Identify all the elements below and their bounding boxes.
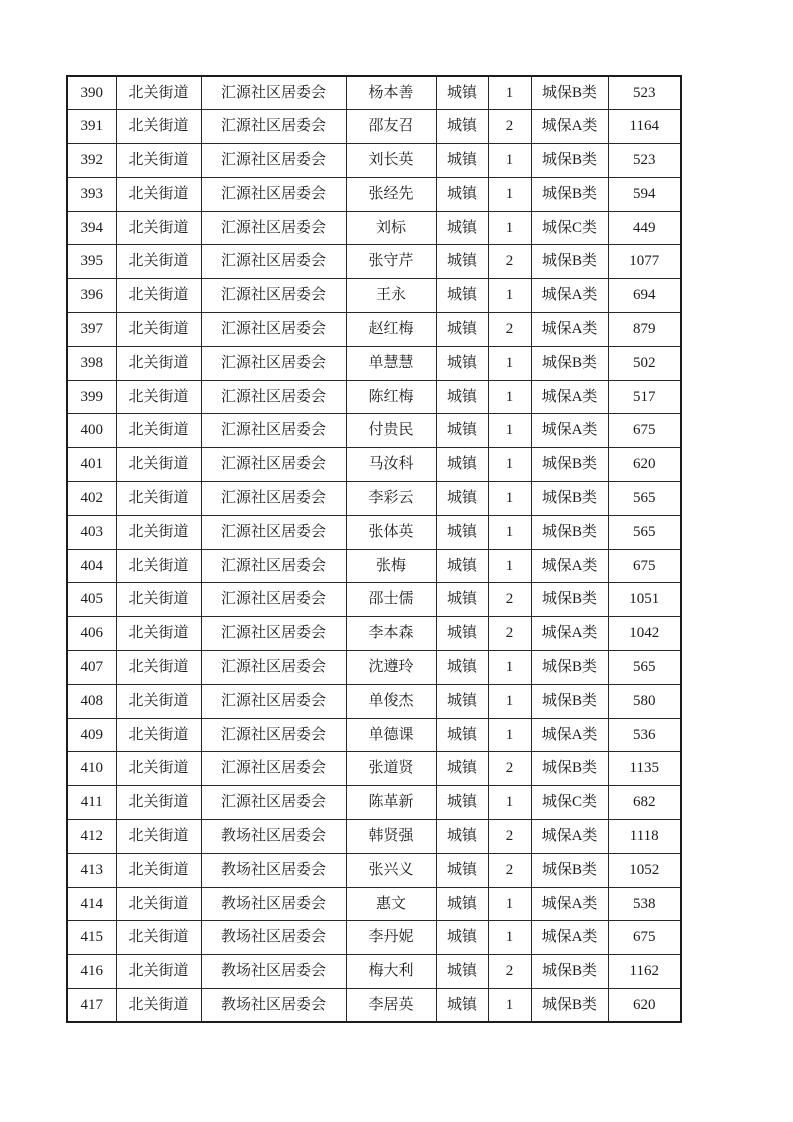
cell-insurance-category: 城保B类 bbox=[531, 684, 608, 718]
cell-row-number: 391 bbox=[67, 110, 116, 144]
cell-community: 教场社区居委会 bbox=[201, 955, 346, 989]
cell-amount: 502 bbox=[608, 346, 681, 380]
cell-insurance-category: 城保A类 bbox=[531, 549, 608, 583]
cell-residence-type: 城镇 bbox=[436, 786, 488, 820]
cell-person-count: 2 bbox=[488, 313, 531, 347]
cell-amount: 523 bbox=[608, 144, 681, 178]
cell-residence-type: 城镇 bbox=[436, 718, 488, 752]
cell-person-name: 单德课 bbox=[346, 718, 436, 752]
cell-street: 北关街道 bbox=[116, 684, 201, 718]
cell-residence-type: 城镇 bbox=[436, 313, 488, 347]
cell-street: 北关街道 bbox=[116, 718, 201, 752]
cell-person-count: 2 bbox=[488, 955, 531, 989]
cell-community: 汇源社区居委会 bbox=[201, 211, 346, 245]
cell-street: 北关街道 bbox=[116, 279, 201, 313]
table-row bbox=[67, 617, 681, 651]
table-row bbox=[67, 346, 681, 380]
cell-person-count: 2 bbox=[488, 245, 531, 279]
cell-amount: 675 bbox=[608, 549, 681, 583]
table-row bbox=[67, 448, 681, 482]
cell-person-name: 刘长英 bbox=[346, 144, 436, 178]
cell-residence-type: 城镇 bbox=[436, 989, 488, 1023]
cell-street: 北关街道 bbox=[116, 110, 201, 144]
cell-insurance-category: 城保B类 bbox=[531, 448, 608, 482]
cell-insurance-category: 城保B类 bbox=[531, 515, 608, 549]
cell-amount: 1162 bbox=[608, 955, 681, 989]
cell-person-name: 杨本善 bbox=[346, 76, 436, 110]
cell-row-number: 413 bbox=[67, 853, 116, 887]
cell-insurance-category: 城保B类 bbox=[531, 955, 608, 989]
cell-insurance-category: 城保C类 bbox=[531, 211, 608, 245]
cell-amount: 879 bbox=[608, 313, 681, 347]
cell-community: 汇源社区居委会 bbox=[201, 583, 346, 617]
cell-community: 汇源社区居委会 bbox=[201, 110, 346, 144]
cell-community: 汇源社区居委会 bbox=[201, 313, 346, 347]
cell-community: 汇源社区居委会 bbox=[201, 380, 346, 414]
cell-person-name: 张梅 bbox=[346, 549, 436, 583]
cell-insurance-category: 城保A类 bbox=[531, 279, 608, 313]
cell-community: 汇源社区居委会 bbox=[201, 346, 346, 380]
cell-row-number: 396 bbox=[67, 279, 116, 313]
cell-amount: 1164 bbox=[608, 110, 681, 144]
cell-community: 汇源社区居委会 bbox=[201, 177, 346, 211]
cell-row-number: 410 bbox=[67, 752, 116, 786]
cell-row-number: 395 bbox=[67, 245, 116, 279]
cell-residence-type: 城镇 bbox=[436, 414, 488, 448]
cell-amount: 538 bbox=[608, 887, 681, 921]
cell-person-name: 张道贤 bbox=[346, 752, 436, 786]
cell-insurance-category: 城保B类 bbox=[531, 177, 608, 211]
cell-community: 汇源社区居委会 bbox=[201, 144, 346, 178]
cell-row-number: 392 bbox=[67, 144, 116, 178]
table-row bbox=[67, 110, 681, 144]
cell-insurance-category: 城保B类 bbox=[531, 583, 608, 617]
cell-residence-type: 城镇 bbox=[436, 482, 488, 516]
cell-person-count: 1 bbox=[488, 887, 531, 921]
cell-row-number: 394 bbox=[67, 211, 116, 245]
cell-residence-type: 城镇 bbox=[436, 617, 488, 651]
cell-amount: 580 bbox=[608, 684, 681, 718]
cell-residence-type: 城镇 bbox=[436, 76, 488, 110]
cell-person-count: 1 bbox=[488, 380, 531, 414]
cell-amount: 1051 bbox=[608, 583, 681, 617]
table-row bbox=[67, 887, 681, 921]
cell-street: 北关街道 bbox=[116, 144, 201, 178]
cell-person-count: 1 bbox=[488, 482, 531, 516]
table-row bbox=[67, 921, 681, 955]
cell-person-name: 张兴义 bbox=[346, 853, 436, 887]
cell-person-count: 1 bbox=[488, 346, 531, 380]
cell-amount: 565 bbox=[608, 515, 681, 549]
cell-residence-type: 城镇 bbox=[436, 853, 488, 887]
cell-residence-type: 城镇 bbox=[436, 346, 488, 380]
cell-community: 汇源社区居委会 bbox=[201, 651, 346, 685]
table-row bbox=[67, 245, 681, 279]
cell-insurance-category: 城保B类 bbox=[531, 482, 608, 516]
cell-insurance-category: 城保A类 bbox=[531, 718, 608, 752]
table-row bbox=[67, 752, 681, 786]
cell-community: 汇源社区居委会 bbox=[201, 718, 346, 752]
cell-street: 北关街道 bbox=[116, 380, 201, 414]
cell-row-number: 403 bbox=[67, 515, 116, 549]
cell-person-count: 2 bbox=[488, 617, 531, 651]
cell-community: 汇源社区居委会 bbox=[201, 448, 346, 482]
cell-insurance-category: 城保A类 bbox=[531, 887, 608, 921]
cell-residence-type: 城镇 bbox=[436, 177, 488, 211]
cell-person-count: 2 bbox=[488, 752, 531, 786]
cell-residence-type: 城镇 bbox=[436, 651, 488, 685]
cell-insurance-category: 城保A类 bbox=[531, 617, 608, 651]
cell-street: 北关街道 bbox=[116, 887, 201, 921]
cell-street: 北关街道 bbox=[116, 651, 201, 685]
cell-insurance-category: 城保B类 bbox=[531, 144, 608, 178]
cell-person-name: 邵士儒 bbox=[346, 583, 436, 617]
cell-row-number: 406 bbox=[67, 617, 116, 651]
cell-amount: 517 bbox=[608, 380, 681, 414]
cell-insurance-category: 城保B类 bbox=[531, 651, 608, 685]
cell-amount: 1118 bbox=[608, 820, 681, 854]
cell-residence-type: 城镇 bbox=[436, 448, 488, 482]
cell-row-number: 390 bbox=[67, 76, 116, 110]
cell-amount: 1135 bbox=[608, 752, 681, 786]
cell-person-name: 李本森 bbox=[346, 617, 436, 651]
table-row bbox=[67, 989, 681, 1023]
cell-row-number: 405 bbox=[67, 583, 116, 617]
cell-person-name: 单俊杰 bbox=[346, 684, 436, 718]
cell-person-count: 2 bbox=[488, 583, 531, 617]
cell-amount: 682 bbox=[608, 786, 681, 820]
cell-person-name: 王永 bbox=[346, 279, 436, 313]
cell-person-count: 1 bbox=[488, 414, 531, 448]
cell-community: 汇源社区居委会 bbox=[201, 482, 346, 516]
table-row bbox=[67, 853, 681, 887]
cell-insurance-category: 城保B类 bbox=[531, 76, 608, 110]
benefits-table bbox=[66, 75, 682, 1023]
cell-community: 汇源社区居委会 bbox=[201, 752, 346, 786]
cell-community: 汇源社区居委会 bbox=[201, 76, 346, 110]
table-row bbox=[67, 177, 681, 211]
cell-row-number: 414 bbox=[67, 887, 116, 921]
cell-residence-type: 城镇 bbox=[436, 279, 488, 313]
cell-insurance-category: 城保A类 bbox=[531, 414, 608, 448]
cell-residence-type: 城镇 bbox=[436, 887, 488, 921]
cell-street: 北关街道 bbox=[116, 617, 201, 651]
table-row bbox=[67, 786, 681, 820]
cell-insurance-category: 城保B类 bbox=[531, 245, 608, 279]
cell-insurance-category: 城保A类 bbox=[531, 921, 608, 955]
cell-person-name: 张体英 bbox=[346, 515, 436, 549]
table-row bbox=[67, 955, 681, 989]
table-row bbox=[67, 380, 681, 414]
cell-insurance-category: 城保A类 bbox=[531, 313, 608, 347]
cell-person-name: 赵红梅 bbox=[346, 313, 436, 347]
table-row bbox=[67, 651, 681, 685]
cell-community: 汇源社区居委会 bbox=[201, 279, 346, 313]
cell-person-name: 沈遵玲 bbox=[346, 651, 436, 685]
cell-insurance-category: 城保A类 bbox=[531, 820, 608, 854]
cell-street: 北关街道 bbox=[116, 346, 201, 380]
cell-street: 北关街道 bbox=[116, 211, 201, 245]
cell-row-number: 399 bbox=[67, 380, 116, 414]
cell-insurance-category: 城保B类 bbox=[531, 989, 608, 1023]
cell-community: 教场社区居委会 bbox=[201, 921, 346, 955]
cell-person-count: 2 bbox=[488, 110, 531, 144]
cell-person-name: 张守芹 bbox=[346, 245, 436, 279]
cell-street: 北关街道 bbox=[116, 752, 201, 786]
cell-person-name: 李居英 bbox=[346, 989, 436, 1023]
cell-row-number: 398 bbox=[67, 346, 116, 380]
cell-community: 汇源社区居委会 bbox=[201, 515, 346, 549]
cell-row-number: 409 bbox=[67, 718, 116, 752]
cell-person-count: 2 bbox=[488, 853, 531, 887]
cell-residence-type: 城镇 bbox=[436, 955, 488, 989]
cell-person-count: 1 bbox=[488, 786, 531, 820]
cell-row-number: 404 bbox=[67, 549, 116, 583]
cell-person-count: 1 bbox=[488, 76, 531, 110]
cell-insurance-category: 城保A类 bbox=[531, 110, 608, 144]
cell-person-name: 李彩云 bbox=[346, 482, 436, 516]
cell-community: 教场社区居委会 bbox=[201, 820, 346, 854]
cell-community: 教场社区居委会 bbox=[201, 853, 346, 887]
cell-street: 北关街道 bbox=[116, 989, 201, 1023]
table-row bbox=[67, 718, 681, 752]
table-row bbox=[67, 684, 681, 718]
cell-row-number: 415 bbox=[67, 921, 116, 955]
cell-person-count: 1 bbox=[488, 989, 531, 1023]
cell-amount: 449 bbox=[608, 211, 681, 245]
cell-residence-type: 城镇 bbox=[436, 110, 488, 144]
cell-community: 教场社区居委会 bbox=[201, 887, 346, 921]
cell-amount: 594 bbox=[608, 177, 681, 211]
cell-residence-type: 城镇 bbox=[436, 245, 488, 279]
cell-row-number: 412 bbox=[67, 820, 116, 854]
cell-street: 北关街道 bbox=[116, 313, 201, 347]
cell-person-name: 梅大利 bbox=[346, 955, 436, 989]
cell-person-name: 陈革新 bbox=[346, 786, 436, 820]
cell-row-number: 401 bbox=[67, 448, 116, 482]
cell-street: 北关街道 bbox=[116, 245, 201, 279]
cell-street: 北关街道 bbox=[116, 786, 201, 820]
cell-person-count: 1 bbox=[488, 684, 531, 718]
cell-person-name: 单慧慧 bbox=[346, 346, 436, 380]
cell-street: 北关街道 bbox=[116, 921, 201, 955]
cell-amount: 675 bbox=[608, 414, 681, 448]
cell-person-name: 张经先 bbox=[346, 177, 436, 211]
cell-person-count: 1 bbox=[488, 177, 531, 211]
cell-residence-type: 城镇 bbox=[436, 752, 488, 786]
cell-street: 北关街道 bbox=[116, 76, 201, 110]
cell-row-number: 416 bbox=[67, 955, 116, 989]
cell-insurance-category: 城保B类 bbox=[531, 853, 608, 887]
cell-person-count: 1 bbox=[488, 515, 531, 549]
cell-insurance-category: 城保B类 bbox=[531, 346, 608, 380]
cell-street: 北关街道 bbox=[116, 820, 201, 854]
cell-community: 汇源社区居委会 bbox=[201, 245, 346, 279]
cell-street: 北关街道 bbox=[116, 583, 201, 617]
cell-community: 汇源社区居委会 bbox=[201, 617, 346, 651]
cell-insurance-category: 城保A类 bbox=[531, 380, 608, 414]
cell-person-count: 1 bbox=[488, 921, 531, 955]
cell-amount: 620 bbox=[608, 448, 681, 482]
cell-person-count: 1 bbox=[488, 448, 531, 482]
cell-street: 北关街道 bbox=[116, 549, 201, 583]
cell-amount: 565 bbox=[608, 482, 681, 516]
cell-street: 北关街道 bbox=[116, 955, 201, 989]
cell-street: 北关街道 bbox=[116, 448, 201, 482]
cell-person-name: 韩贤强 bbox=[346, 820, 436, 854]
table-row bbox=[67, 583, 681, 617]
cell-residence-type: 城镇 bbox=[436, 921, 488, 955]
cell-person-count: 2 bbox=[488, 820, 531, 854]
cell-amount: 620 bbox=[608, 989, 681, 1023]
table-row bbox=[67, 549, 681, 583]
cell-row-number: 411 bbox=[67, 786, 116, 820]
cell-row-number: 402 bbox=[67, 482, 116, 516]
cell-person-count: 1 bbox=[488, 549, 531, 583]
cell-row-number: 397 bbox=[67, 313, 116, 347]
cell-residence-type: 城镇 bbox=[436, 144, 488, 178]
cell-person-count: 1 bbox=[488, 211, 531, 245]
cell-person-name: 惠文 bbox=[346, 887, 436, 921]
cell-community: 汇源社区居委会 bbox=[201, 414, 346, 448]
table-body bbox=[67, 76, 681, 1022]
table-row bbox=[67, 144, 681, 178]
cell-insurance-category: 城保C类 bbox=[531, 786, 608, 820]
cell-person-count: 1 bbox=[488, 144, 531, 178]
cell-amount: 694 bbox=[608, 279, 681, 313]
cell-amount: 565 bbox=[608, 651, 681, 685]
cell-community: 汇源社区居委会 bbox=[201, 549, 346, 583]
cell-person-count: 1 bbox=[488, 651, 531, 685]
cell-person-count: 1 bbox=[488, 279, 531, 313]
table-row bbox=[67, 820, 681, 854]
cell-street: 北关街道 bbox=[116, 177, 201, 211]
cell-residence-type: 城镇 bbox=[436, 684, 488, 718]
table-row bbox=[67, 211, 681, 245]
cell-amount: 536 bbox=[608, 718, 681, 752]
cell-person-name: 付贵民 bbox=[346, 414, 436, 448]
cell-person-name: 陈红梅 bbox=[346, 380, 436, 414]
cell-community: 汇源社区居委会 bbox=[201, 786, 346, 820]
cell-community: 教场社区居委会 bbox=[201, 989, 346, 1023]
cell-insurance-category: 城保B类 bbox=[531, 752, 608, 786]
table-row bbox=[67, 515, 681, 549]
cell-row-number: 407 bbox=[67, 651, 116, 685]
table-row bbox=[67, 482, 681, 516]
cell-residence-type: 城镇 bbox=[436, 583, 488, 617]
cell-residence-type: 城镇 bbox=[436, 549, 488, 583]
table-row bbox=[67, 414, 681, 448]
table-row bbox=[67, 279, 681, 313]
cell-street: 北关街道 bbox=[116, 853, 201, 887]
cell-person-name: 刘标 bbox=[346, 211, 436, 245]
cell-residence-type: 城镇 bbox=[436, 380, 488, 414]
cell-person-count: 1 bbox=[488, 718, 531, 752]
cell-amount: 1052 bbox=[608, 853, 681, 887]
cell-community: 汇源社区居委会 bbox=[201, 684, 346, 718]
cell-street: 北关街道 bbox=[116, 482, 201, 516]
table-row bbox=[67, 313, 681, 347]
cell-row-number: 408 bbox=[67, 684, 116, 718]
cell-amount: 675 bbox=[608, 921, 681, 955]
cell-row-number: 417 bbox=[67, 989, 116, 1023]
cell-person-name: 马汝科 bbox=[346, 448, 436, 482]
cell-person-name: 邵友召 bbox=[346, 110, 436, 144]
cell-amount: 523 bbox=[608, 76, 681, 110]
cell-amount: 1077 bbox=[608, 245, 681, 279]
cell-person-name: 李丹妮 bbox=[346, 921, 436, 955]
cell-residence-type: 城镇 bbox=[436, 515, 488, 549]
cell-amount: 1042 bbox=[608, 617, 681, 651]
cell-residence-type: 城镇 bbox=[436, 820, 488, 854]
cell-street: 北关街道 bbox=[116, 414, 201, 448]
table-row bbox=[67, 76, 681, 110]
cell-row-number: 400 bbox=[67, 414, 116, 448]
cell-street: 北关街道 bbox=[116, 515, 201, 549]
cell-residence-type: 城镇 bbox=[436, 211, 488, 245]
cell-row-number: 393 bbox=[67, 177, 116, 211]
